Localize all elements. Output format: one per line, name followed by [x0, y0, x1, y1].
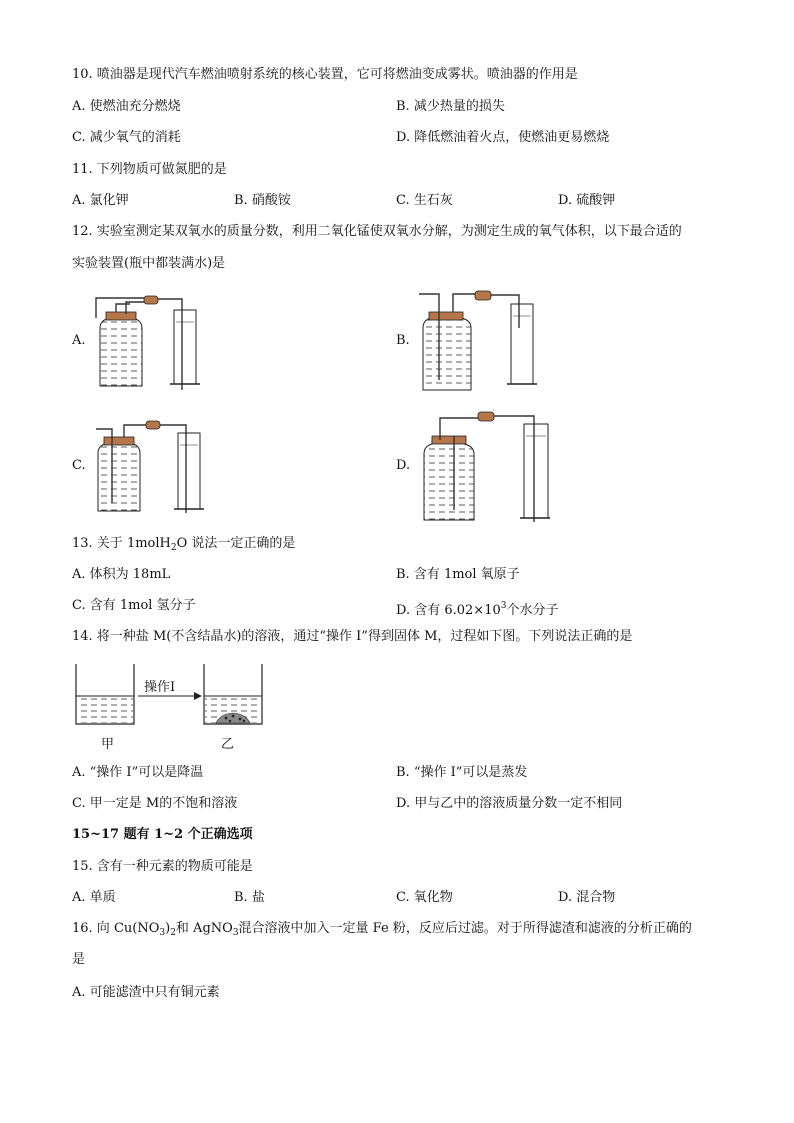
q12-label-a: A. — [72, 333, 86, 348]
q11-option-c: C. 生石灰 — [396, 193, 453, 208]
q13-stem: 13. 关于 1molH$_2$O 说法一定正确的是 — [72, 536, 296, 553]
q11-option-a: A. 氯化钾 — [72, 193, 129, 208]
q10-stem: 10. 喷油器是现代汽车燃油喷射系统的核心装置，它可将燃油变成雾状。喷油器的作用是 — [72, 67, 578, 82]
q13-option-a: A. 体积为 18mL — [72, 567, 171, 582]
q15-option-d: D. 混合物 — [558, 890, 616, 905]
q11-option-b: B. 硝酸铵 — [234, 193, 291, 208]
q14-option-c: C. 甲一定是 M的不饱和溶液 — [72, 796, 238, 811]
arrow-label: 操作I — [144, 680, 176, 695]
q12-label-b: B. — [396, 333, 410, 348]
q14-option-b: B. “操作 I”可以是蒸发 — [396, 765, 528, 780]
q16-stem-line1: 16. 向 $Cu(NO_3)_2$和 AgNO$_3$混合溶液中加入一定量 Fe 粉，反应后过滤。对于所得滤渣和滤液的分析正确的 — [72, 921, 692, 938]
q12-stem-line1: 12. 实验室测定某双氧水的质量分数，利用二氧化锰使双氧水分解，为测定生成的氧气体积，以下最合适的 — [72, 224, 682, 239]
q14-option-d: D. 甲与乙中的溶液质量分数一定不相同 — [396, 796, 623, 811]
beaker-label-right: 乙 — [221, 737, 235, 752]
apparatus-b-diagram — [415, 288, 545, 392]
beaker-label-left: 甲 — [101, 737, 115, 752]
q11-stem: 11. 下列物质可做氮肥的是 — [72, 162, 227, 177]
q16-option-a: A. 可能滤渣中只有铜元素 — [72, 985, 220, 1000]
q12-label-c: C. — [72, 458, 86, 473]
q10-option-c: C. 减少氧气的消耗 — [72, 130, 181, 145]
q15-option-a: A. 单质 — [72, 890, 116, 905]
q14-option-a: A. “操作 I”可以是降温 — [72, 765, 204, 780]
apparatus-d-diagram — [418, 410, 548, 525]
q13-option-c: C. 含有 1mol 氢分子 — [72, 598, 196, 613]
apparatus-a-diagram — [90, 290, 220, 390]
apparatus-c-diagram — [90, 415, 220, 515]
q16-stem-line2: 是 — [72, 952, 86, 967]
q13-option-b: B. 含有 1mol 氧原子 — [396, 567, 520, 582]
q11-option-d: D. 硫酸钾 — [558, 193, 616, 208]
q15-stem: 15. 含有一种元素的物质可能是 — [72, 859, 253, 874]
q10-option-b: B. 减少热量的损失 — [396, 99, 505, 114]
q14-stem: 14. 将一种盐 M(不含结晶水)的溶液，通过“操作 I”得到固体 M，过程如下图。下列说法正确的是 — [72, 629, 633, 644]
q13-option-d: D. 含有 $6.02\times 10^3$个水分子 — [396, 601, 559, 618]
beaker-process-diagram — [70, 660, 270, 730]
q15-option-c: C. 氧化物 — [396, 890, 453, 905]
q15-option-b: B. 盐 — [234, 890, 265, 905]
q10-option-a: A. 使燃油充分燃烧 — [72, 99, 181, 114]
q12-label-d: D. — [396, 458, 411, 473]
section-header: 15~17 题有 1~2 个正确选项 — [72, 827, 253, 842]
q10-option-d: D. 降低燃油着火点，使燃油更易燃烧 — [396, 130, 610, 145]
q12-stem-line2: 实验装置(瓶中都装满水)是 — [72, 256, 226, 271]
